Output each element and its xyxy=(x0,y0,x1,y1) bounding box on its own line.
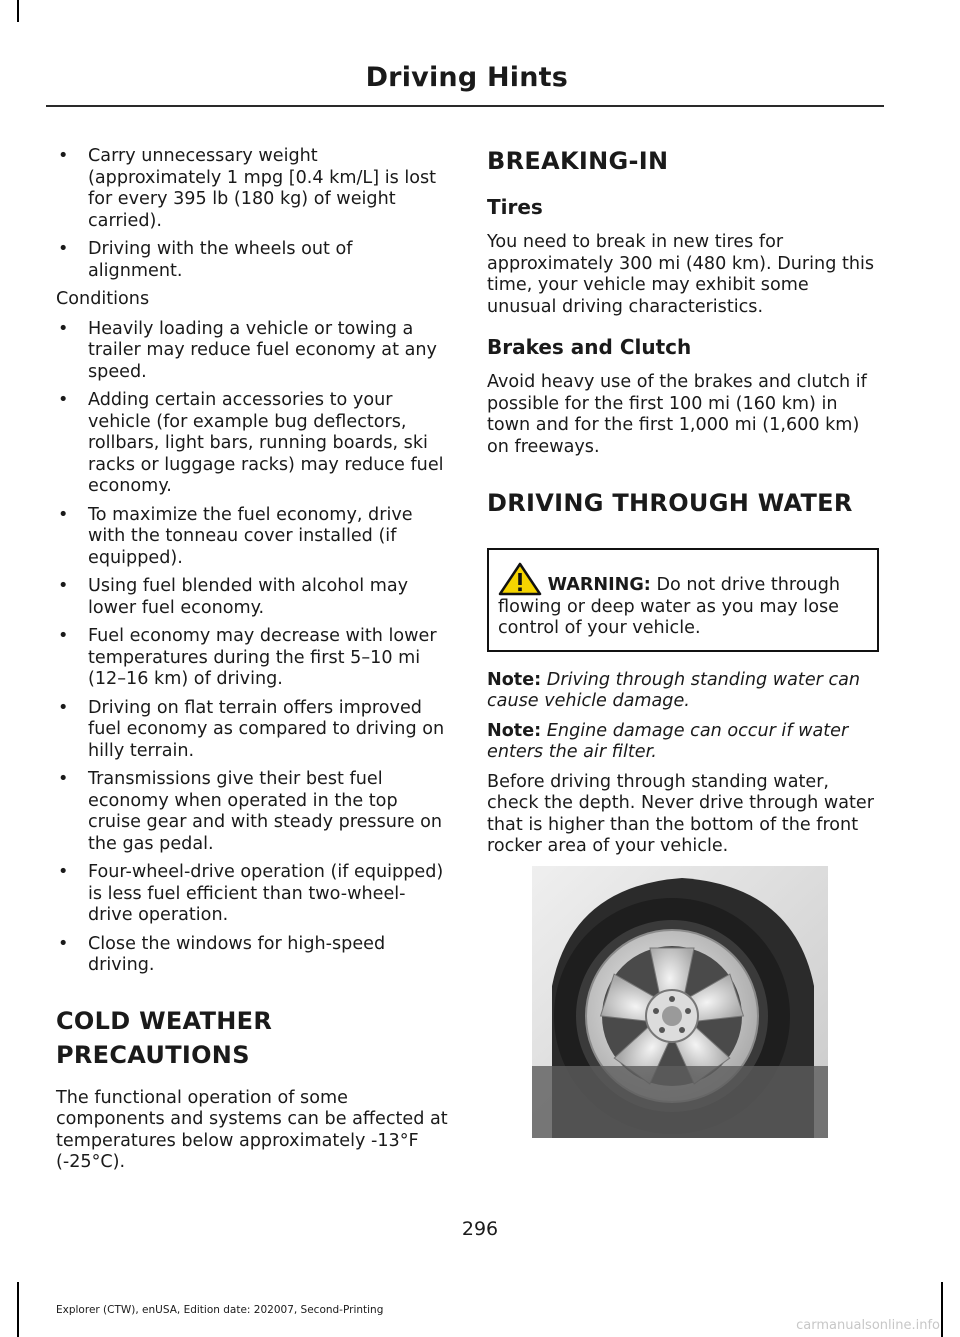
list-item: • Adding certain accessories to your vehicle (for example bug deflectors, rollbars, light bars, running boards, ski racks or luggage racks) may reduce fuel economy. xyxy=(56,390,448,498)
warning-text: Do not drive through flowing or deep water as you may lose control of your vehicle. xyxy=(498,575,841,638)
list-item: • Fuel economy may decrease with lower temperatures during the first 5–10 mi (12–16 km) of driving. xyxy=(56,626,448,691)
note-text: Driving through standing water can cause vehicle damage. xyxy=(487,669,861,711)
page-number: 296 xyxy=(461,1218,499,1240)
cold-weather-text: The functional operation of some components and systems can be affected at temperatures below approximately -13°F (-25°C). xyxy=(56,1087,448,1172)
tires-heading: Tires xyxy=(487,195,543,219)
crop-mark-bottom-right xyxy=(941,1282,943,1337)
warning-box xyxy=(487,548,879,652)
note-label: Note: xyxy=(487,720,542,741)
fuel-waste-list xyxy=(56,146,448,282)
note-standing-water xyxy=(487,670,879,713)
brakes-text: Avoid heavy use of the brakes and clutch if possible for the first 100 mi (160 km) in town and for the first 1,000 mi (1,600 km) on freeways. xyxy=(487,372,867,457)
list-item: • Close the windows for high-speed driving. xyxy=(56,934,448,977)
list-item: • To maximize the fuel economy, drive with the tonneau cover installed (if equipped). xyxy=(56,505,448,570)
wheel-illustration xyxy=(532,866,828,1138)
conditions-label: Conditions xyxy=(56,289,150,309)
list-item: • Heavily loading a vehicle or towing a trailer may reduce fuel economy at any speed. xyxy=(56,319,448,384)
driving-through-water-heading: DRIVING THROUGH WATER xyxy=(487,489,853,517)
list-item: • Carry unnecessary weight (approximately 1 mpg [0.4 km/L] is lost for every 395 lb (180 kg) of weight carried). xyxy=(56,146,448,232)
list-item: • Driving with the wheels out of alignment. xyxy=(56,239,448,282)
cold-weather-heading-line2: PRECAUTIONS xyxy=(56,1040,250,1069)
warning-label: WARNING: xyxy=(547,575,651,595)
list-item: • Four-wheel-drive operation (if equipped) is less fuel efficient than two-wheel-drive operation. xyxy=(56,862,448,927)
list-item: • Transmissions give their best fuel economy when operated in the top cruise gear and with steady pressure on the gas pedal. xyxy=(56,769,448,855)
note-air-filter xyxy=(487,721,879,764)
crop-mark-top-left xyxy=(17,0,19,22)
note-label: Note: xyxy=(487,669,542,690)
list-item: • Driving on flat terrain offers improved fuel economy as compared to driving on hilly terrain. xyxy=(56,698,448,763)
right-column xyxy=(487,146,879,866)
footer-edition: Explorer (CTW), enUSA, Edition date: 202007, Second-Printing xyxy=(56,1304,384,1316)
tires-text: You need to break in new tires for approximately 300 mi (480 km). During this time, your vehicle may exhibit some unusual driving characteristics. xyxy=(487,232,875,317)
water-depth-text: Before driving through standing water, check the depth. Never drive through water that is higher than the bottom of the front rocker area of your vehicle. xyxy=(487,771,874,856)
warning-triangle-icon xyxy=(498,562,542,596)
crop-mark-bottom-left xyxy=(17,1282,19,1337)
brakes-heading: Brakes and Clutch xyxy=(487,335,692,359)
breaking-in-heading: BREAKING-IN xyxy=(487,147,669,175)
watermark: carmanualsonline.info xyxy=(796,1318,940,1333)
note-text: Engine damage can occur if water enters the air filter. xyxy=(487,720,849,762)
cold-weather-heading-line1: COLD WEATHER xyxy=(56,1006,273,1035)
tire-water-illustration xyxy=(532,866,828,1138)
conditions-list xyxy=(56,319,448,977)
left-column xyxy=(56,146,448,1182)
page-title: Driving Hints xyxy=(365,62,568,93)
list-item: • Using fuel blended with alcohol may lower fuel economy. xyxy=(56,576,448,619)
header-divider xyxy=(46,105,884,107)
